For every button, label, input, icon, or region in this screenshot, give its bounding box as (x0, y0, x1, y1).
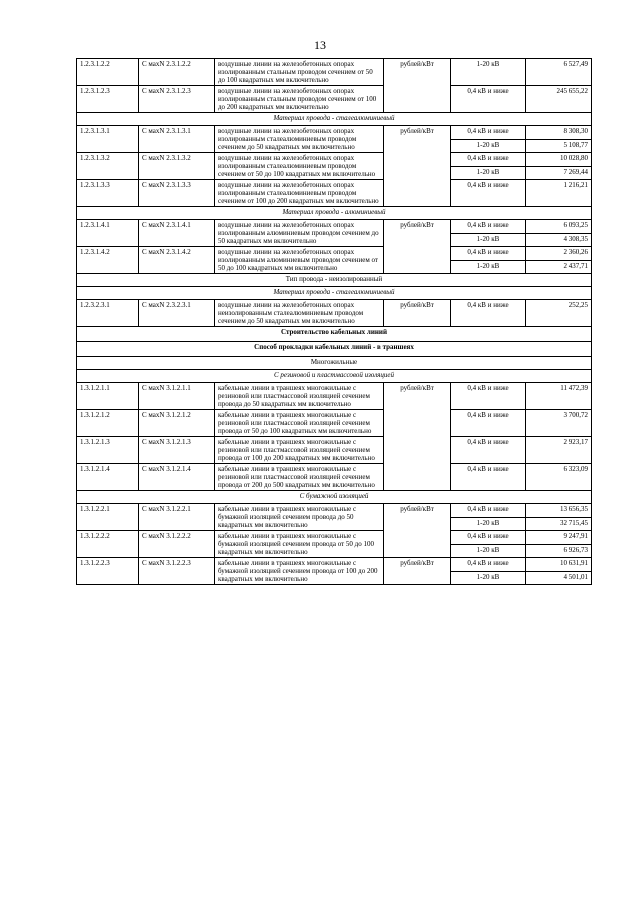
item-code: 1.2.3.1.3.1 (77, 126, 139, 153)
unit-cell: рублей/кВт (384, 558, 451, 585)
voltage-cell: 1-20 кВ (451, 233, 526, 247)
unit-cell: рублей/кВт (384, 59, 451, 113)
item-code: 1.3.1.2.2.3 (77, 558, 139, 585)
voltage-cell: 0,4 кВ и ниже (451, 300, 526, 327)
voltage-cell: 1-20 кВ (451, 166, 526, 180)
voltage-cell: 0,4 кВ и ниже (451, 504, 526, 518)
price-cell: 6 323,09 (526, 464, 592, 491)
section-header: Строительство кабельных линий (77, 327, 592, 342)
price-cell: 4 501,01 (526, 571, 592, 585)
voltage-cell: 1-20 кВ (451, 59, 526, 86)
formula-cell: С махN 2.3.1.2.2 (139, 59, 215, 86)
voltage-cell: 0,4 кВ и ниже (451, 383, 526, 410)
description-cell: воздушные линии на железобетонных опорах изолированным алюминиевым проводом сечением от 50 до 100 квадратных мм включительно (215, 247, 384, 274)
table-row (77, 300, 592, 327)
price-cell: 9 247,91 (526, 531, 592, 545)
price-cell: 10 631,91 (526, 558, 592, 572)
table-row (77, 126, 592, 140)
item-code: 1.3.1.2.1.3 (77, 437, 139, 464)
description-cell: кабельные линии в траншеях многожильные с резиновой или пластмассовой изоляцией сечением провода от 200 до 500 квадратных мм включительно (215, 464, 384, 491)
unit-cell: рублей/кВт (384, 300, 451, 327)
section-header-row (77, 342, 592, 357)
item-code: 1.3.1.2.1.1 (77, 383, 139, 410)
formula-cell: С махN 2.3.1.4.1 (139, 220, 215, 247)
price-cell: 245 655,22 (526, 86, 592, 113)
description-cell: воздушные линии на железобетонных опорах изолированным сталеалюминиевым проводом сечением до 50 квадратных мм включительно (215, 126, 384, 153)
table-row (77, 464, 592, 491)
item-code: 1.2.3.1.2.2 (77, 59, 139, 86)
voltage-cell: 1-20 кВ (451, 517, 526, 531)
description-cell: воздушные линии на железобетонных опорах изолированным сталеалюминиевым проводом сечением от 50 до 100 квадратных мм включительно (215, 153, 384, 180)
price-cell: 252,25 (526, 300, 592, 327)
voltage-cell: 0,4 кВ и ниже (451, 247, 526, 261)
voltage-cell: 0,4 кВ и ниже (451, 410, 526, 437)
section-header-row (77, 370, 592, 383)
description-cell: кабельные линии в траншеях многожильные с резиновой или пластмассовой изоляцией сечением провода до 50 квадратных мм включительно (215, 383, 384, 410)
voltage-cell: 0,4 кВ и ниже (451, 86, 526, 113)
item-code: 1.2.3.1.4.2 (77, 247, 139, 274)
price-cell: 8 308,30 (526, 126, 592, 140)
unit-cell: рублей/кВт (384, 126, 451, 207)
section-header: Материал провода - алюминиевый (77, 207, 592, 220)
table-row (77, 153, 592, 167)
section-header-row (77, 327, 592, 342)
formula-cell: С махN 3.1.2.1.2 (139, 410, 215, 437)
price-cell: 4 308,35 (526, 233, 592, 247)
voltage-cell: 0,4 кВ и ниже (451, 464, 526, 491)
price-cell: 6 093,25 (526, 220, 592, 234)
section-header-row (77, 357, 592, 370)
description-cell: воздушные линии на железобетонных опорах изолированным стальным проводом сечением от 50 до 100 квадратных мм включительно (215, 59, 384, 86)
section-header-row (77, 113, 592, 126)
table-row (77, 504, 592, 518)
description-cell: кабельные линии в траншеях многожильные с резиновой или пластмассовой изоляцией сечением провода от 100 до 200 квадратных мм включительно (215, 437, 384, 464)
item-code: 1.3.1.2.2.1 (77, 504, 139, 531)
description-cell: воздушные линии на железобетонных опорах неизолированным сталеалюминиевым проводом сечением до 50 квадратных мм включительно (215, 300, 384, 327)
section-header: Способ прокладки кабельных линий - в траншеях (77, 342, 592, 357)
item-code: 1.3.1.2.1.2 (77, 410, 139, 437)
price-cell: 6 926,73 (526, 544, 592, 558)
unit-cell: рублей/кВт (384, 220, 451, 274)
description-cell: воздушные линии на железобетонных опорах изолированным алюминиевым проводом сечением до 50 квадратных мм включительно (215, 220, 384, 247)
voltage-cell: 1-20 кВ (451, 544, 526, 558)
price-cell: 2 360,26 (526, 247, 592, 261)
formula-cell: С махN 2.3.1.3.3 (139, 180, 215, 207)
table-row (77, 180, 592, 207)
unit-cell: рублей/кВт (384, 504, 451, 558)
formula-cell: С махN 3.1.2.1.3 (139, 437, 215, 464)
section-header: Многожильные (77, 357, 592, 370)
description-cell: воздушные линии на железобетонных опорах изолированным сталеалюминиевым проводом сечением от 100 до 200 квадратных мм включительно (215, 180, 384, 207)
price-cell: 6 527,49 (526, 59, 592, 86)
voltage-cell: 0,4 кВ и ниже (451, 531, 526, 545)
formula-cell: С махN 2.3.1.2.3 (139, 86, 215, 113)
price-cell: 1 216,21 (526, 180, 592, 207)
table-row (77, 247, 592, 261)
table-row (77, 410, 592, 437)
item-code: 1.2.3.2.3.1 (77, 300, 139, 327)
description-cell: кабельные линии в траншеях многожильные с бумажной изоляцией сечением провода от 50 до 100 квадратных мм включительно (215, 531, 384, 558)
page-number: 13 (314, 38, 326, 52)
section-header: С бумажной изоляцией (77, 491, 592, 504)
item-code: 1.2.3.1.3.3 (77, 180, 139, 207)
unit-cell: рублей/кВт (384, 383, 451, 491)
voltage-cell: 1-20 кВ (451, 139, 526, 153)
price-cell: 7 269,44 (526, 166, 592, 180)
description-cell: кабельные линии в траншеях многожильные с бумажной изоляцией сечением провода от 100 до 200 квадратных мм включительно (215, 558, 384, 585)
voltage-cell: 0,4 кВ и ниже (451, 126, 526, 140)
section-header: Тип провода - неизолированный (77, 274, 592, 287)
table-row (77, 86, 592, 113)
voltage-cell: 0,4 кВ и ниже (451, 153, 526, 167)
section-header-row (77, 287, 592, 300)
section-header-row (77, 207, 592, 220)
voltage-cell: 1-20 кВ (451, 260, 526, 274)
section-header: С резиновой и пластмассовой изоляцией (77, 370, 592, 383)
formula-cell: С махN 3.1.2.1.4 (139, 464, 215, 491)
section-header-row (77, 491, 592, 504)
voltage-cell: 1-20 кВ (451, 571, 526, 585)
item-code: 1.2.3.1.3.2 (77, 153, 139, 180)
price-cell: 32 715,45 (526, 517, 592, 531)
table-row (77, 59, 592, 86)
price-cell: 10 028,80 (526, 153, 592, 167)
price-cell: 3 700,72 (526, 410, 592, 437)
description-cell: воздушные линии на железобетонных опорах изолированным стальным проводом сечением от 100 до 200 квадратных мм включительно (215, 86, 384, 113)
description-cell: кабельные линии в траншеях многожильные с бумажной изоляцией сечением провода до 50 квадратных мм включительно (215, 504, 384, 531)
price-cell: 2 923,17 (526, 437, 592, 464)
formula-cell: С махN 3.1.2.2.1 (139, 504, 215, 531)
formula-cell: С махN 2.3.2.3.1 (139, 300, 215, 327)
section-header: Материал провода - сталеалюминиевый (77, 113, 592, 126)
item-code: 1.3.1.2.1.4 (77, 464, 139, 491)
formula-cell: С махN 2.3.1.4.2 (139, 247, 215, 274)
formula-cell: С махN 2.3.1.3.2 (139, 153, 215, 180)
formula-cell: С махN 3.1.2.2.3 (139, 558, 215, 585)
formula-cell: С махN 3.1.2.2.2 (139, 531, 215, 558)
description-cell: кабельные линии в траншеях многожильные с резиновой или пластмассовой изоляцией сечением провода от 50 до 100 квадратных мм включительно (215, 410, 384, 437)
voltage-cell: 0,4 кВ и ниже (451, 437, 526, 464)
table-row (77, 383, 592, 410)
section-header-row (77, 274, 592, 287)
voltage-cell: 0,4 кВ и ниже (451, 558, 526, 572)
price-cell: 13 656,35 (526, 504, 592, 518)
table-row (77, 220, 592, 234)
item-code: 1.2.3.1.2.3 (77, 86, 139, 113)
section-header: Материал провода - сталеалюминиевый (77, 287, 592, 300)
price-cell: 5 108,77 (526, 139, 592, 153)
item-code: 1.3.1.2.2.2 (77, 531, 139, 558)
formula-cell: С махN 3.1.2.1.1 (139, 383, 215, 410)
table-row (77, 558, 592, 572)
voltage-cell: 0,4 кВ и ниже (451, 180, 526, 207)
table-row (77, 531, 592, 545)
voltage-cell: 0,4 кВ и ниже (451, 220, 526, 234)
item-code: 1.2.3.1.4.1 (77, 220, 139, 247)
table-row (77, 437, 592, 464)
price-cell: 11 472,39 (526, 383, 592, 410)
tariff-table (76, 58, 592, 585)
price-cell: 2 437,71 (526, 260, 592, 274)
formula-cell: С махN 2.3.1.3.1 (139, 126, 215, 153)
